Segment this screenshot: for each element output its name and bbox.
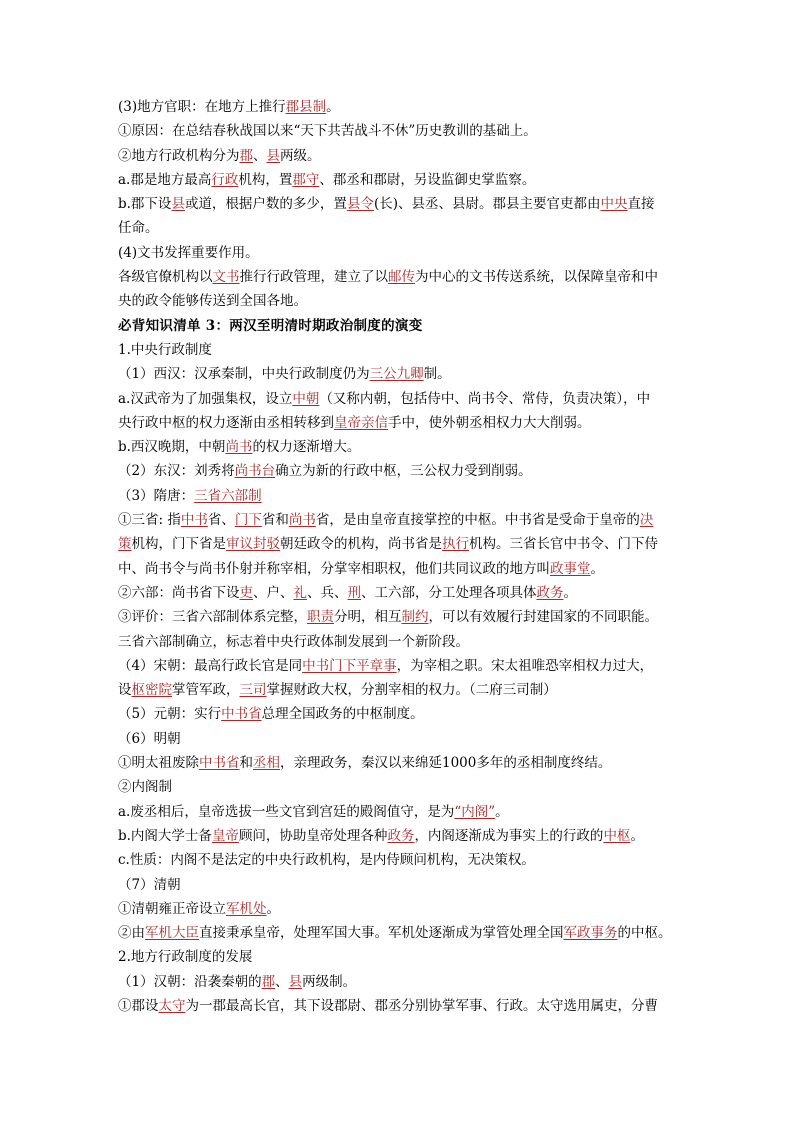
text-line (118, 654, 688, 678)
underlined-keyword: 丞相 (253, 755, 280, 772)
text-line (118, 387, 688, 411)
text-segment: b.郡下设 (118, 196, 172, 213)
underlined-keyword: 执行 (442, 536, 469, 553)
text-segment: （1）西汉：汉承秦制，中央行政制度仍为 (118, 366, 370, 383)
text-segment: 为一郡最高长官，其下设郡尉、郡丞分别协掌军事、行政。太守选用属吏，分曹 (185, 997, 658, 1014)
text-segment: 。 (495, 803, 509, 820)
text-segment: 中、尚书令与尚书仆射并称宰相，分掌宰相职权，他们共同议政的地方叫 (118, 560, 550, 577)
text-segment: 、 (275, 973, 289, 990)
text-line (118, 970, 688, 994)
text-line (118, 751, 688, 775)
text-segment: 央的政令能够传送到全国各地。 (118, 293, 307, 310)
underlined-keyword: 郡 (261, 973, 276, 990)
text-line (118, 241, 688, 265)
underlined-keyword: 军机大臣 (145, 925, 199, 942)
underlined-keyword: 政务 (536, 584, 564, 601)
text-segment: 、兵、 (307, 584, 348, 601)
underlined-keyword: 三司 (239, 682, 267, 699)
text-segment: (3)地方官职：在地方上推行 (118, 99, 286, 115)
text-segment: （7）清朝 (118, 876, 181, 893)
text-line (118, 921, 688, 945)
underlined-keyword: 吏 (239, 584, 253, 601)
text-line (118, 848, 688, 872)
underlined-keyword: 皇帝亲信 (334, 414, 388, 431)
text-line (118, 945, 688, 969)
text-segment: 手中，使外朝丞相权力大大削弱。 (388, 414, 591, 431)
text-line (118, 435, 688, 459)
text-segment: 央行政中枢的权力逐渐由丞相转移到 (118, 414, 334, 431)
text-segment: 的权力逐渐增大。 (252, 439, 361, 456)
text-segment: 省、 (207, 512, 235, 529)
text-segment: ①原因：在总结春秋战国以来“天下共苦战斗不休”历史教训的基础上。 (118, 123, 537, 140)
underlined-keyword: “内阁” (454, 803, 496, 820)
text-segment: 、郡丞和郡尉，另设监御史掌监察。 (319, 171, 536, 188)
text-segment: 直接 (627, 196, 655, 213)
text-segment: 。 (266, 900, 280, 917)
underlined-keyword: 郡守 (292, 171, 320, 188)
text-segment: 。 (590, 560, 604, 577)
text-segment: 掌握财政大权，分割宰相的权力。（二府三司制） (266, 682, 557, 699)
text-segment: 。 (326, 99, 340, 115)
underlined-keyword: 制约 (401, 609, 429, 626)
text-segment: 掌管军政， (172, 682, 240, 699)
underlined-keyword: 策 (118, 536, 132, 553)
underlined-keyword: 中枢 (603, 827, 631, 844)
underlined-keyword: 政务 (387, 827, 415, 844)
text-line (118, 484, 688, 508)
text-segment: ②由 (118, 925, 145, 942)
text-line (118, 265, 688, 289)
underlined-keyword: 礼 (293, 584, 307, 601)
underlined-keyword: 中朝 (292, 390, 320, 407)
text-segment: （2）东汉：刘秀将 (118, 463, 235, 480)
underlined-keyword: 军政事务 (563, 925, 618, 942)
underlined-keyword: 尚书 (288, 512, 316, 529)
text-segment: 机构，置 (238, 171, 293, 188)
text-segment: 三省六部制确立，标志着中央行政体制发展到一个新阶段。 (118, 633, 469, 650)
underlined-keyword: 县 (288, 973, 303, 990)
text-segment: c.性质：内阁不是法定的中央行政机构，是内侍顾问机构，无决策权。 (118, 852, 535, 869)
text-line (118, 508, 688, 532)
underlined-keyword: 中央 (600, 196, 628, 213)
underlined-keyword: 中书省 (199, 755, 240, 772)
text-segment: 、户、 (253, 584, 294, 601)
text-line (118, 459, 688, 483)
text-segment: 省，是由皇帝直接掌控的中枢。中书省是受命于皇帝的 (315, 512, 640, 529)
underlined-keyword: 三省六部制 (194, 487, 262, 504)
underlined-keyword: 皇帝 (211, 827, 239, 844)
text-segment: 各级官僚机构以 (118, 269, 213, 286)
text-line (118, 216, 688, 240)
text-line (118, 800, 688, 824)
text-segment: a.废丞相后，皇帝选拔一些文官到宫廷的殿阁值守，是为 (118, 803, 455, 820)
text-segment: a.郡是地方最高 (118, 171, 212, 188)
text-segment: 。 (630, 827, 644, 844)
text-segment: ②六部：尚书省下设 (118, 584, 240, 601)
text-line (118, 289, 688, 313)
underlined-keyword: 尚书台 (234, 463, 276, 480)
underlined-keyword: 郡县制 (285, 99, 327, 115)
text-line (118, 630, 688, 654)
text-segment: ，亲理政务，秦汉以来绵延1000多年的丞相制度终结。 (280, 755, 612, 772)
text-segment: 和 (239, 755, 253, 772)
text-line (118, 994, 688, 1018)
text-segment: 。 (563, 584, 577, 601)
text-segment: 两级制。 (302, 973, 357, 990)
text-segment: 两级。 (280, 147, 321, 164)
text-line (118, 873, 688, 897)
text-segment: 顾问，协助皇帝处理各种 (238, 827, 388, 844)
text-segment: ①三省: 指 (118, 512, 181, 529)
text-segment: 为中心的文书传送系统，以保障皇帝和中 (415, 269, 658, 286)
text-line (118, 678, 688, 702)
text-line (118, 775, 688, 799)
text-line (118, 338, 688, 362)
underlined-keyword: 郡 (239, 147, 253, 164)
underlined-keyword: 职责 (307, 609, 334, 626)
text-segment: 机构。三省长官中书令、门下侍 (469, 536, 658, 553)
underlined-keyword: 县令 (346, 196, 374, 213)
text-line (118, 824, 688, 848)
text-line (118, 897, 688, 921)
text-segment: 、工六部，分工处理各项具体 (361, 584, 537, 601)
underlined-keyword: 军机处 (226, 900, 267, 917)
underlined-keyword: 决 (639, 512, 654, 529)
text-line (118, 362, 688, 386)
text-segment: 任命。 (118, 220, 159, 237)
text-segment: 推行行政管理，建立了以 (239, 269, 388, 286)
text-line (118, 702, 688, 726)
text-segment: a.汉武帝为了加强集权，设立 (118, 390, 293, 407)
text-segment: ②地方行政机构分为 (118, 147, 240, 164)
text-segment: (4)文书发挥重要作用。 (118, 244, 259, 261)
text-line (118, 532, 688, 556)
underlined-keyword: 门下 (234, 512, 262, 529)
underlined-keyword: 中书门下平章事 (302, 657, 397, 674)
text-segment: ①明太祖废除 (118, 755, 199, 772)
text-segment: 设 (118, 682, 132, 699)
text-segment: 或道，根据户数的多少，置 (184, 196, 347, 213)
text-segment: b.内阁大学士备 (118, 827, 212, 844)
text-segment: 确立为新的行政中枢，三公权力受到削弱。 (275, 463, 532, 480)
text-segment: ，内阁逐渐成为事实上的行政的 (414, 827, 604, 844)
text-line (118, 119, 688, 143)
text-segment: 2.地方行政制度的发展 (118, 949, 253, 966)
underlined-keyword: 刑 (347, 584, 361, 601)
underlined-keyword: 县 (171, 196, 185, 213)
document-body (118, 95, 688, 1018)
underlined-keyword: 邮传 (388, 269, 415, 286)
underlined-keyword: 枢密院 (131, 682, 172, 699)
text-segment: 的中枢。 (617, 925, 672, 942)
text-segment: ③评价：三省六部制体系完整， (118, 609, 307, 626)
text-segment: （1）汉朝：沿袭秦朝的 (118, 973, 262, 990)
text-segment: 总理全国政务的中枢制度。 (261, 706, 424, 723)
text-segment: 朝廷政令的机构，尚书省是 (280, 536, 442, 553)
underlined-keyword: 行政 (211, 171, 239, 188)
text-segment: 直接秉承皇帝，处理军国大事。军机处逐渐成为掌管处理全国 (199, 925, 564, 942)
text-segment: 必背知识清单 3：两汉至明清时期政治制度的演变 (118, 317, 423, 334)
text-segment: (长)、县丞、县尉。郡县主要官吏都由 (373, 196, 601, 213)
text-segment: ②内阁制 (118, 779, 172, 796)
text-segment: （5）元朝：实行 (118, 706, 222, 723)
underlined-keyword: 县 (266, 147, 280, 164)
text-segment: （4）宋朝：最高行政长官是同 (118, 657, 303, 674)
text-line (118, 605, 688, 629)
text-line (118, 168, 688, 192)
text-segment: ①清朝雍正帝设立 (118, 900, 226, 917)
underlined-keyword: 三公九卿 (369, 366, 424, 383)
underlined-keyword: 太守 (158, 997, 186, 1014)
text-segment: 制。 (423, 366, 451, 383)
text-segment: （6）明朝 (118, 730, 181, 747)
underlined-keyword: 审议封驳 (226, 536, 280, 553)
text-segment: （3）隋唐： (118, 487, 195, 504)
text-segment: 1.中央行政制度 (118, 341, 212, 358)
underlined-keyword: 中书省 (221, 706, 262, 723)
text-line (118, 581, 688, 605)
underlined-keyword: 政事堂 (550, 560, 591, 577)
section-heading (118, 314, 688, 338)
text-segment: 、 (253, 147, 267, 164)
underlined-keyword: 文书 (212, 269, 240, 286)
text-line (118, 192, 688, 216)
text-line (118, 727, 688, 751)
text-segment: b.西汉晚期，中朝 (118, 439, 226, 456)
text-segment: （又称内朝，包括侍中、尚书令、常侍，负责决策），中 (319, 390, 651, 407)
text-line (118, 411, 688, 435)
text-line (118, 557, 688, 581)
underlined-keyword: 尚书 (225, 439, 253, 456)
text-line (118, 144, 688, 168)
text-segment: 省和 (261, 512, 289, 529)
text-segment: 分明，相互 (334, 609, 402, 626)
text-segment: 机构，门下省是 (131, 536, 226, 553)
text-segment: ，为宰相之职。宋太祖唯恐宰相权力过大， (396, 657, 654, 674)
text-line (118, 95, 688, 119)
text-segment: ，可以有效履行封建国家的不同职能。 (428, 609, 658, 626)
underlined-keyword: 中书 (180, 512, 208, 529)
text-segment: ①郡设 (118, 997, 159, 1014)
